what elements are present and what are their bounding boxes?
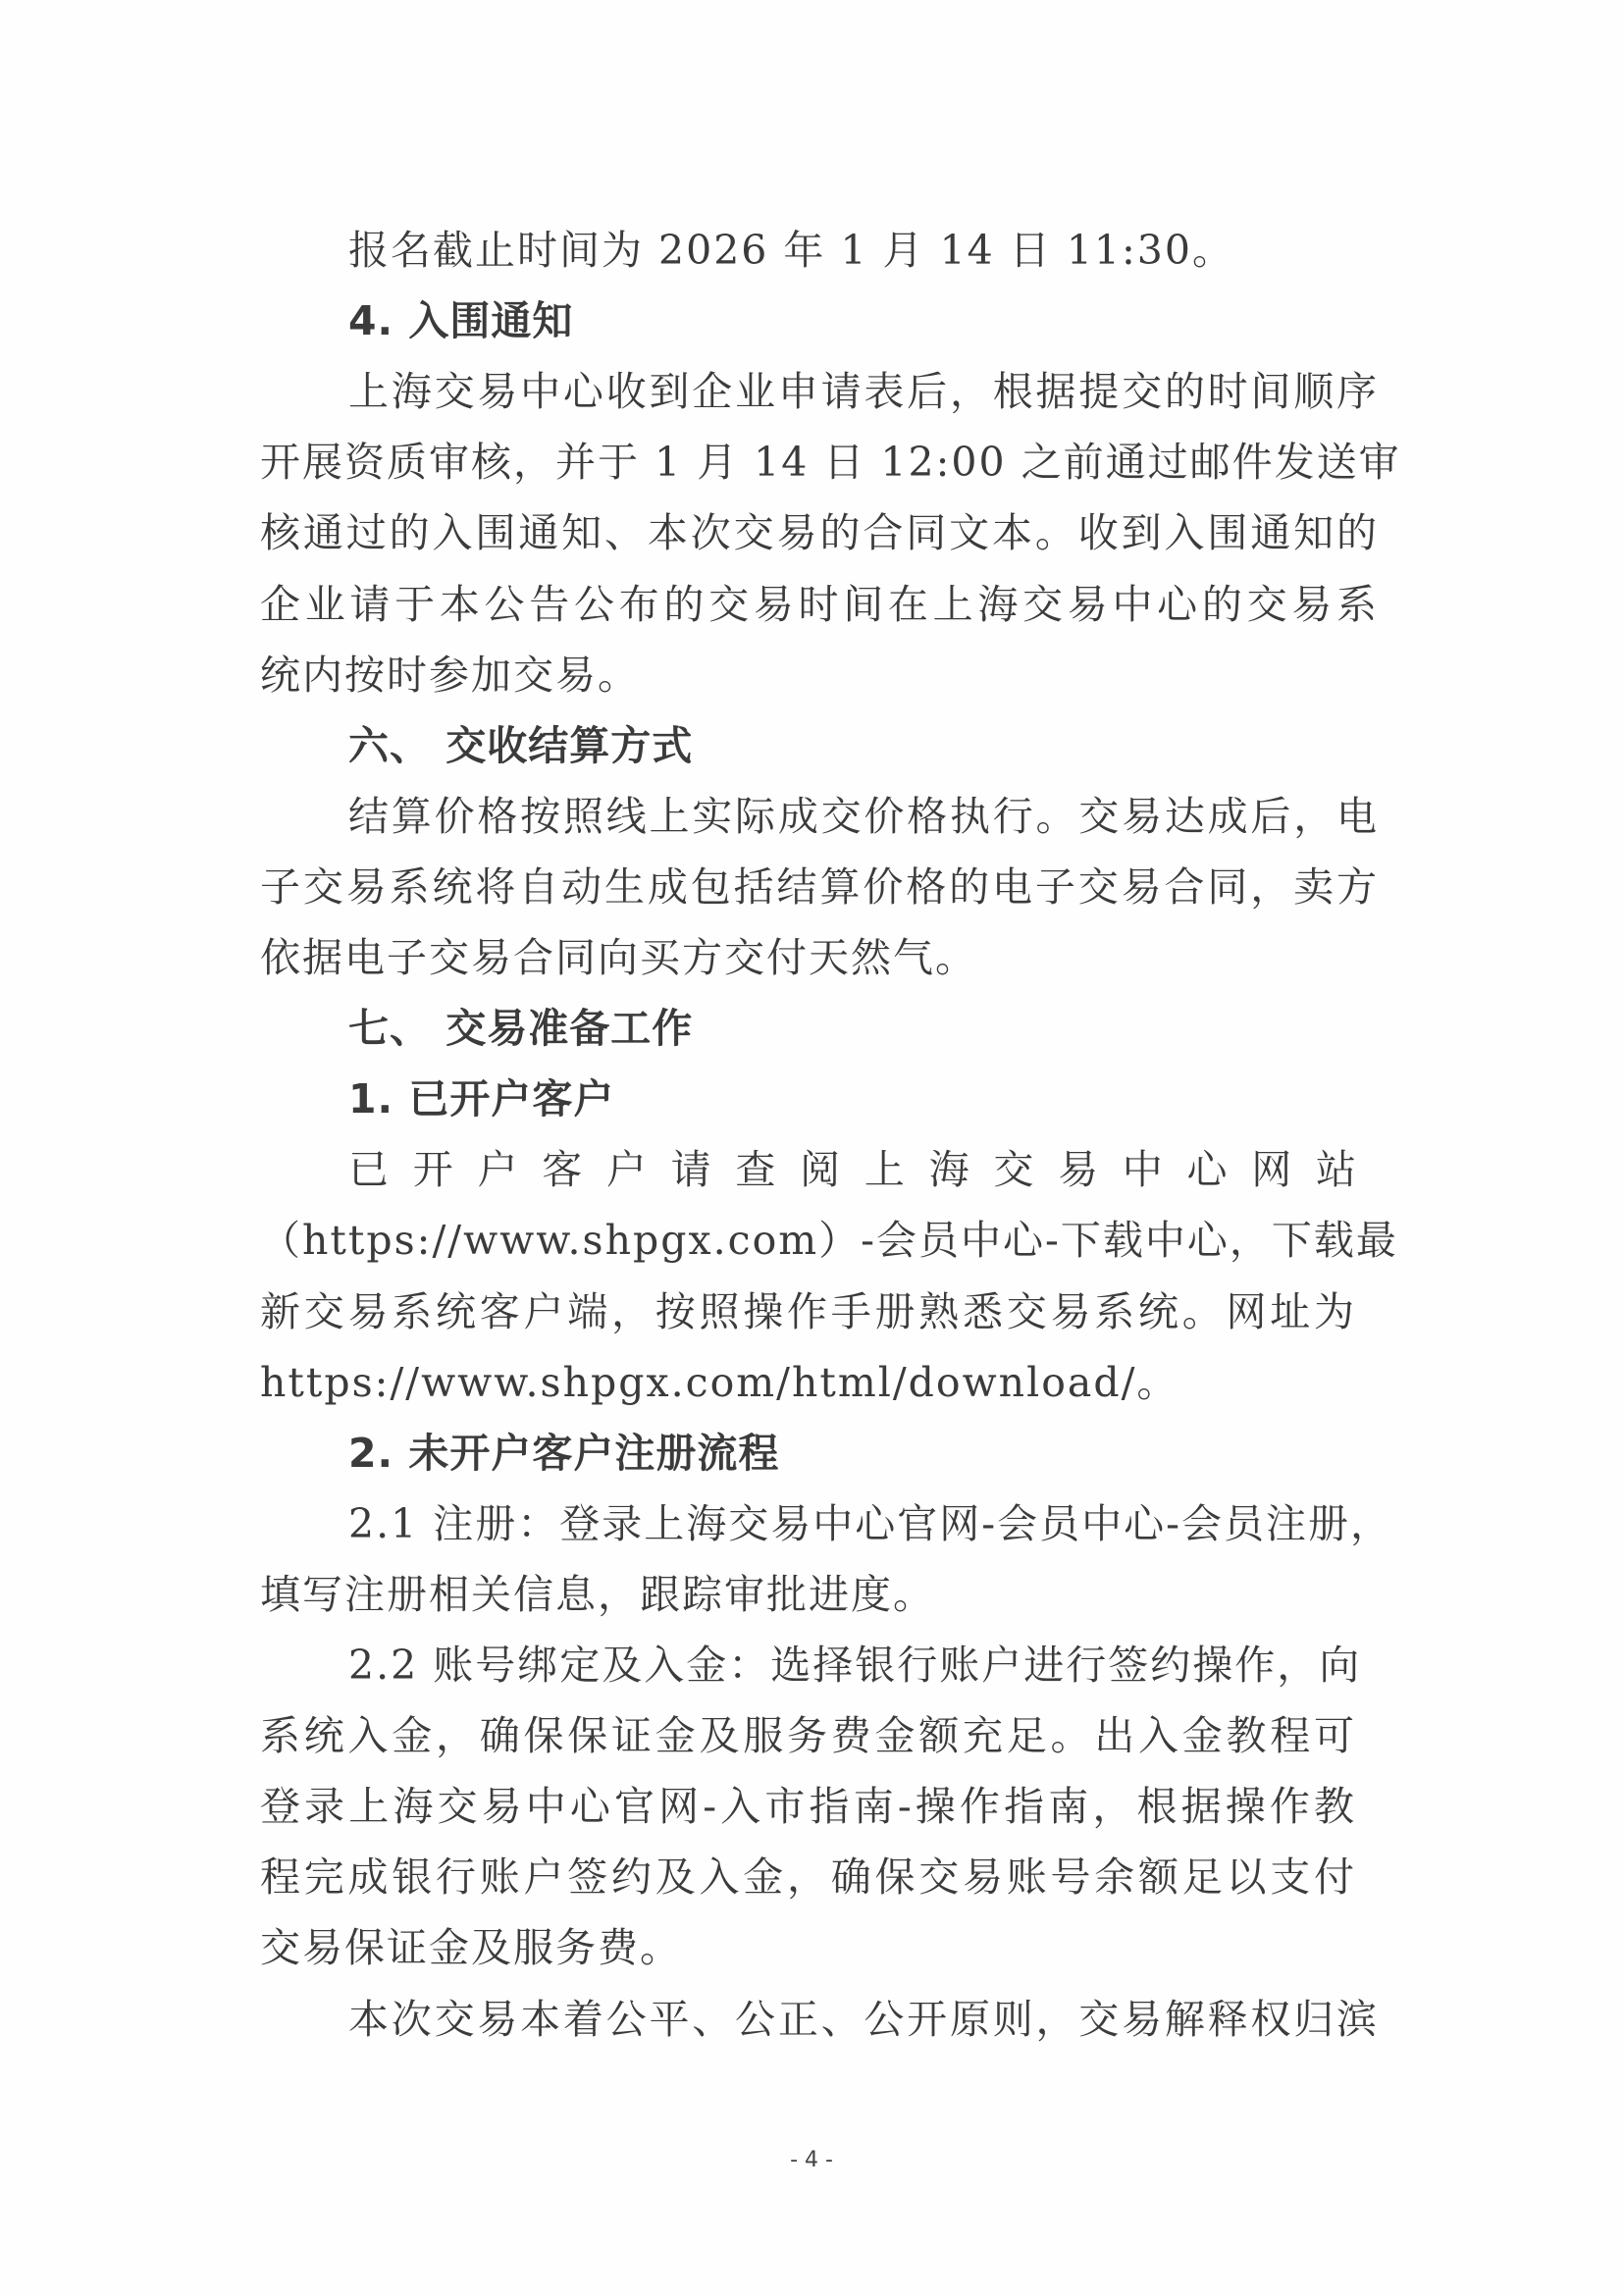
text-line: 子交易系统将自动生成包括结算价格的电子交易合同，卖方: [260, 862, 1379, 911]
text-line: 填写注册相关信息，跟踪审批进度。: [260, 1570, 935, 1618]
text-line: 已开户客户请查阅上海交易中心网站: [348, 1146, 1356, 1194]
text-line: 系统入金，确保保证金及服务费金额充足。出入金教程可: [260, 1712, 1356, 1760]
text-line: 登录上海交易中心官网-入市指南-操作指南，根据操作教: [260, 1783, 1356, 1831]
text-line: 报名截止时间为 2026 年 1 月 14 日 11:30。: [348, 227, 1234, 274]
section-heading: 2. 未开户客户注册流程: [348, 1429, 780, 1477]
text-line: 开展资质审核，并于 1 月 14 日 12:00 之前通过邮件发送审: [260, 439, 1401, 487]
text-line: 企业请于本公告公布的交易时间在上海交易中心的交易系: [260, 580, 1379, 628]
text-line: 程完成银行账户签约及入金，确保交易账号余额足以支付: [260, 1853, 1356, 1902]
text-line: 核通过的入围通知、本次交易的合同文本。收到入围通知的: [260, 509, 1379, 557]
section-heading: 六、 交收结算方式: [348, 721, 694, 769]
text-line: 新交易系统客户端，按照操作手册熟悉交易系统。网址为: [260, 1287, 1356, 1335]
text-line: 结算价格按照线上实际成交价格执行。交易达成后，电: [348, 792, 1379, 840]
text-line: https://www.shpgx.com/html/download/。: [260, 1358, 1179, 1406]
section-heading: 七、 交易准备工作: [348, 1005, 694, 1053]
text-line: 交易保证金及服务费。: [260, 1924, 682, 1972]
section-heading: 1. 已开户客户: [348, 1075, 615, 1123]
section-heading: 4. 入围通知: [348, 297, 574, 345]
text-line: 上海交易中心收到企业申请表后，根据提交的时间顺序: [348, 368, 1379, 416]
text-line: 统内按时参加交易。: [260, 651, 640, 699]
text-line: 2.2 账号绑定及入金：选择银行账户进行签约操作，向: [348, 1642, 1362, 1689]
text-line: （https://www.shpgx.com）-会员中心-下载中心，下载最: [260, 1217, 1398, 1265]
text-line: 依据电子交易合同向买方交付天然气。: [260, 934, 977, 981]
text-line: 2.1 注册：登录上海交易中心官网-会员中心-会员注册，: [348, 1499, 1392, 1547]
page-number: - 4 -: [790, 2148, 833, 2172]
text-line: 本次交易本着公平、公正、公开原则，交易解释权归滨: [348, 1995, 1379, 2043]
